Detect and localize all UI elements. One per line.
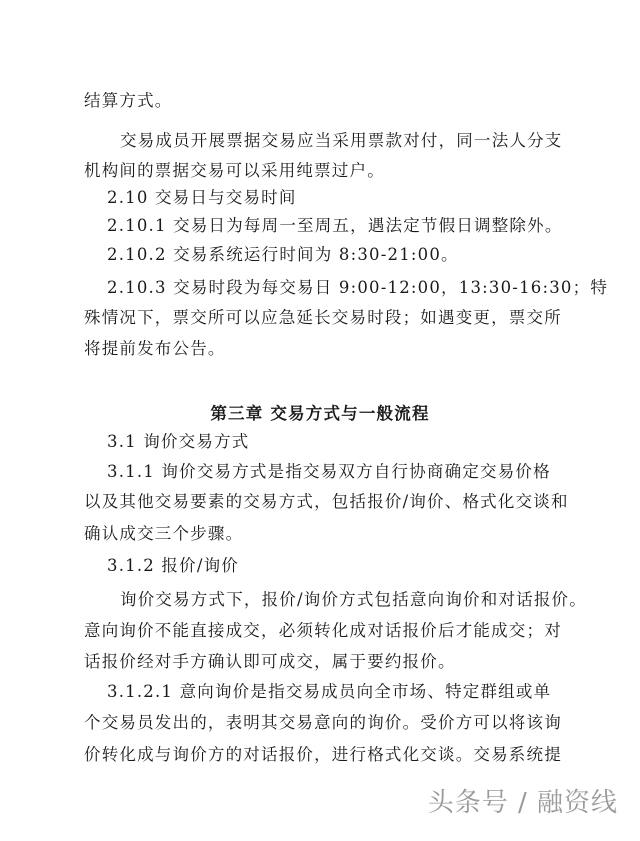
paragraph-line: 2.10.2 交易系统运行时间为 8:30-21:00。 [107,245,459,264]
paragraph-line: 机构间的票据交易可以采用纯票过户。 [84,161,385,180]
paragraph-line: 2.10.3 交易时段为每交易日 9:00-12:00，13:30-16:30；特 [107,278,609,297]
paragraph-line: 以及其他交易要素的交易方式，包括报价/询价、格式化交谈和 [84,492,569,511]
paragraph-line: 确认成交三个步骤。 [84,524,244,543]
section-heading: 2.10 交易日与交易时间 [107,188,297,207]
paragraph-line: 交易成员开展票据交易应当采用票款对付，同一法人分支 [120,131,563,150]
paragraph-line: 3.1.2.1 意向询价是指交易成员向全市场、特定群组或单 [107,682,552,701]
paragraph-line: 价转化成与询价方的对话报价，进行格式化交谈。交易系统提 [84,745,562,764]
paragraph-line: 意向询价不能直接成交，必须转化成对话报价后才能成交；对 [84,621,562,640]
watermark: 头条号 / 融资线 [427,788,618,818]
paragraph-line: 询价交易方式下，报价/询价方式包括意向询价和对话报价。 [120,590,587,609]
chapter-title: 第三章 交易方式与一般流程 [210,404,430,423]
paragraph-line: 个交易员发出的，表明其交易意向的询价。受价方可以将该询 [84,713,562,732]
paragraph-line: 2.10.1 交易日为每周一至周五，遇法定节假日调整除外。 [107,216,563,235]
paragraph-line: 结算方式。 [84,91,173,110]
paragraph-line: 将提前发布公告。 [84,339,226,358]
paragraph-line: 殊情况下，票交所可以应急延长交易时段；如遇变更，票交所 [84,308,562,327]
paragraph-line: 3.1.1 询价交易方式是指交易双方自行协商确定交易价格 [107,462,551,481]
section-heading: 3.1.2 报价/询价 [107,556,239,575]
paragraph-line: 话报价经对手方确认即可成交，属于要约报价。 [84,652,456,671]
section-heading: 3.1 询价交易方式 [107,432,250,451]
